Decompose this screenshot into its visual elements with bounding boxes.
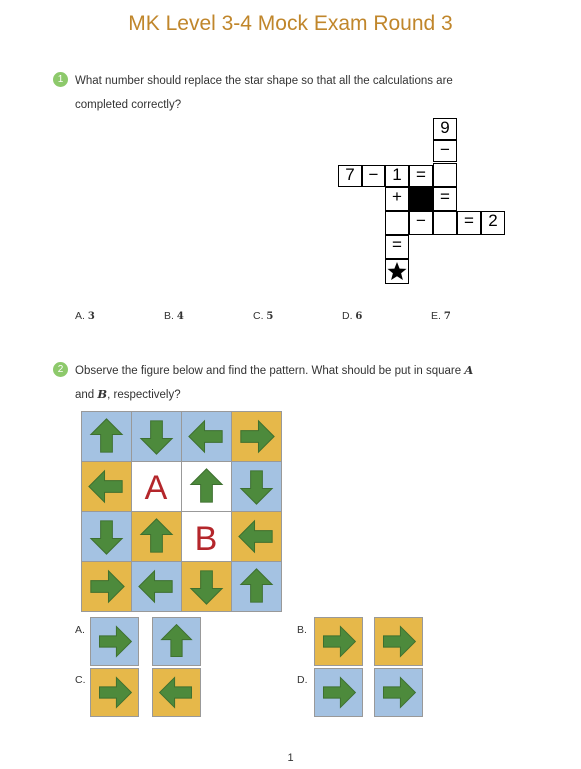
- option-tile: [152, 617, 201, 666]
- question-text-line: completed correctly?: [75, 99, 182, 111]
- arrow-up-icon: [182, 462, 231, 511]
- grid-letter-b: B: [194, 520, 218, 558]
- arrow-up-icon: [132, 512, 181, 561]
- grid-tile: [231, 511, 282, 562]
- puzzle-cell: −: [433, 140, 457, 162]
- question-text-line: and B, respectively?: [75, 387, 181, 401]
- grid-tile: [131, 511, 182, 562]
- arrow-down-icon: [82, 512, 131, 561]
- arrow-left-icon: [82, 462, 131, 511]
- answer-option-label: C.: [75, 674, 86, 686]
- grid-tile: [181, 461, 232, 512]
- puzzle-cell: [433, 163, 457, 187]
- puzzle-cell: 7: [338, 165, 362, 187]
- arrow-left-icon: [232, 512, 281, 561]
- arrow-right-icon: [315, 669, 362, 716]
- option-tile: [152, 668, 201, 717]
- star-icon: [386, 260, 408, 282]
- arrow-down-icon: [132, 412, 181, 461]
- answer-option-label: B.: [297, 624, 307, 636]
- puzzle-cell: =: [409, 165, 433, 187]
- page-title: MK Level 3-4 Mock Exam Round 3: [128, 12, 453, 35]
- puzzle-cell: =: [385, 235, 409, 259]
- arrow-up-icon: [82, 412, 131, 461]
- grid-tile: [81, 561, 132, 612]
- arrow-grid: [81, 411, 282, 612]
- arrow-down-icon: [182, 562, 231, 611]
- arrow-right-icon: [232, 412, 281, 461]
- option-tile: [90, 668, 139, 717]
- answer-option[interactable]: C. 5: [253, 310, 274, 322]
- grid-tile: [231, 411, 282, 462]
- arrow-left-icon: [132, 562, 181, 611]
- arrow-right-icon: [315, 618, 362, 665]
- arrow-up-icon: [232, 562, 281, 611]
- option-tile: [374, 617, 423, 666]
- grid-tile: [231, 561, 282, 612]
- arrow-right-icon: [375, 618, 422, 665]
- option-tile: [374, 668, 423, 717]
- grid-tile: [131, 411, 182, 462]
- grid-tile: [181, 411, 232, 462]
- answer-option-label: D.: [297, 674, 308, 686]
- option-tile: [90, 617, 139, 666]
- answer-option[interactable]: D. 6: [342, 310, 363, 322]
- question-number-badge: 1: [53, 72, 68, 87]
- grid-tile: [81, 411, 132, 462]
- arrow-down-icon: [232, 462, 281, 511]
- answer-option[interactable]: B. 4: [164, 310, 184, 322]
- question-text-line: Observe the figure below and find the pattern. What should be put in square A: [75, 363, 474, 377]
- grid-tile: [181, 561, 232, 612]
- arrow-up-icon: [153, 618, 200, 665]
- arrow-left-icon: [182, 412, 231, 461]
- puzzle-cell: =: [457, 211, 481, 235]
- puzzle-cell: 2: [481, 211, 505, 235]
- answer-option-label: A.: [75, 624, 85, 636]
- grid-tile: [81, 511, 132, 562]
- puzzle-cell: [433, 211, 457, 235]
- arrow-left-icon: [153, 669, 200, 716]
- puzzle-cell: 9: [433, 118, 457, 140]
- puzzle-cell: =: [433, 187, 457, 211]
- question-number-badge: 2: [53, 362, 68, 377]
- answer-option[interactable]: E. 7: [431, 310, 451, 322]
- answer-option[interactable]: A. 3: [75, 310, 95, 322]
- puzzle-cell: +: [385, 187, 409, 211]
- shaded-puzzle-cell: [409, 187, 433, 211]
- puzzle-cell: −: [409, 211, 433, 235]
- arrow-right-icon: [375, 669, 422, 716]
- option-tile: [314, 617, 363, 666]
- puzzle-cell: 1: [385, 165, 409, 187]
- grid-tile: [81, 461, 132, 512]
- grid-tile: [231, 461, 282, 512]
- option-tile: [314, 668, 363, 717]
- puzzle-cell: [385, 259, 409, 284]
- arrow-right-icon: [91, 618, 138, 665]
- grid-tile: [131, 561, 182, 612]
- question-text-line: What number should replace the star shape so that all the calculations are: [75, 75, 453, 87]
- puzzle-cell: [385, 211, 409, 235]
- arrow-right-icon: [82, 562, 131, 611]
- page-number: 1: [287, 752, 294, 764]
- grid-letter-a: A: [144, 469, 168, 507]
- puzzle-cell: −: [362, 165, 385, 187]
- arrow-right-icon: [91, 669, 138, 716]
